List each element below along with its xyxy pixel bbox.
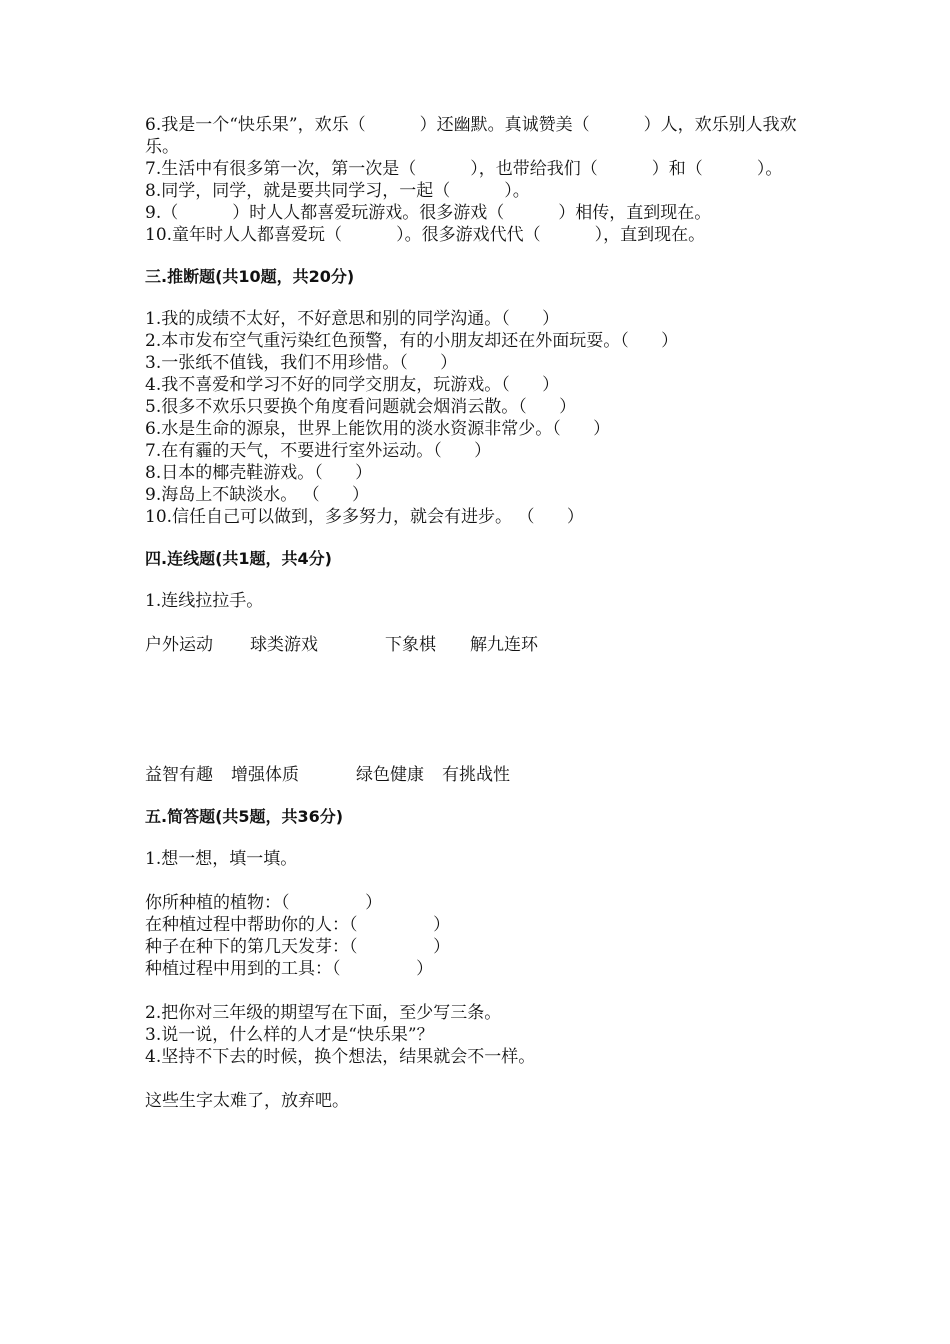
matching-bottom-row	[145, 764, 810, 786]
short-answer-q2: 2.把你对三年级的期望写在下面，至少写三条。	[145, 1003, 502, 1023]
judgement-item: 10.信任自己可以做到，多多努力，就会有进步。 （ ）	[145, 507, 584, 527]
matching-top-row	[145, 634, 810, 656]
judgement-item: 9.海岛上不缺淡水。 （ ）	[145, 485, 370, 505]
fill-item-9: 9.（ ）时人人都喜爱玩游戏。很多游戏（ ）相传，直到现在。	[145, 203, 712, 223]
match-bottom-item: 绿色健康	[356, 765, 424, 785]
fill-item-10: 10.童年时人人都喜爱玩（ ）。很多游戏代代（ ），直到现在。	[145, 225, 706, 245]
fill-blank-continued	[145, 114, 810, 246]
judgement-item: 5.很多不欢乐只要换个角度看问题就会烟消云散。（ ）	[145, 397, 577, 417]
judgement-item: 7.在有霾的天气，不要进行室外运动。（ ）	[145, 441, 492, 461]
q1-line: 种植过程中用到的工具：（ ）	[145, 959, 434, 979]
match-top-item: 下象棋	[385, 635, 436, 655]
fill-item-8: 8.同学，同学，就是要共同学习，一起（ ）。	[145, 181, 530, 201]
matching-line-area[interactable]	[145, 656, 810, 764]
matching-question: 1.连线拉拉手。	[145, 591, 264, 611]
fill-item-6: 6.我是一个“快乐果”，欢乐（ ）还幽默。真诚赞美（ ）人，欢乐别人我欢乐。	[145, 115, 797, 157]
match-bottom-item: 益智有趣	[145, 765, 213, 785]
section-5-title: 五.简答题(共5题，共36分)	[145, 807, 344, 826]
q1-line: 在种植过程中帮助你的人：（ ）	[145, 915, 451, 935]
q1-line: 种子在种下的第几天发芽：（ ）	[145, 937, 451, 957]
fill-item-7: 7.生活中有很多第一次，第一次是（ ），也带给我们（ ）和（ ）。	[145, 159, 783, 179]
match-top-item: 球类游戏	[250, 635, 318, 655]
short-answer-q3: 3.说一说，什么样的人才是“快乐果”？	[145, 1025, 434, 1045]
judgement-item: 8.日本的椰壳鞋游戏。（ ）	[145, 463, 373, 483]
judgement-item: 4.我不喜爱和学习不好的同学交朋友，玩游戏。（ ）	[145, 375, 560, 395]
short-answer-q4: 4.坚持不下去的时候，换个想法，结果就会不一样。	[145, 1047, 536, 1067]
match-bottom-item: 增强体质	[231, 765, 299, 785]
q1-line: 你所种植的植物：（ ）	[145, 893, 383, 913]
match-top-item: 户外运动	[145, 635, 213, 655]
judgement-item: 6.水是生命的源泉，世界上能饮用的淡水资源非常少。（ ）	[145, 419, 611, 439]
document-page	[145, 114, 810, 1112]
match-top-item: 解九连环	[470, 635, 538, 655]
match-bottom-item: 有挑战性	[442, 765, 510, 785]
judgement-list	[145, 308, 810, 528]
section-3-title: 三.推断题(共10题，共20分)	[145, 267, 355, 286]
section-4-title: 四.连线题(共1题，共4分)	[145, 549, 332, 568]
judgement-item: 2.本市发布空气重污染红色预警，有的小朋友却还在外面玩耍。（ ）	[145, 331, 679, 351]
judgement-item: 1.我的成绩不太好，不好意思和别的同学沟通。（ ）	[145, 309, 560, 329]
judgement-item: 3.一张纸不值钱，我们不用珍惜。（ ）	[145, 353, 458, 373]
q4-example: 这些生字太难了，放弃吧。	[145, 1091, 349, 1111]
short-answer-q1: 1.想一想，填一填。	[145, 849, 298, 869]
